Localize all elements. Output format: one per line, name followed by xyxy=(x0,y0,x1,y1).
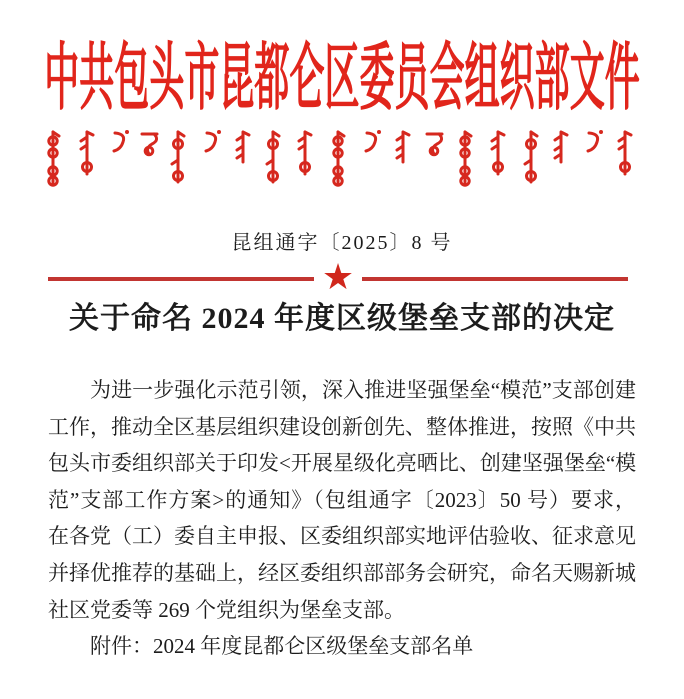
mongolian-script-icon xyxy=(47,130,637,190)
divider-rule-left xyxy=(48,277,314,281)
body-line: 工作，推动全区基层组织建设创新创先、整体推进，按照《中共 xyxy=(48,414,636,439)
document-body xyxy=(48,372,636,665)
body-line: 并择优推荐的基础上，经区委组织部部务会研究，命名天赐新城 xyxy=(48,560,636,585)
attachment-line: 附件：2024 年度昆都仑区级堡垒支部名单 xyxy=(90,634,474,659)
document-number: 昆组通字〔2025〕8 号 xyxy=(231,232,453,254)
body-line: 为进一步强化示范引领，深入推进坚强堡垒“模范”支部创建 xyxy=(90,378,636,402)
document-masthead xyxy=(0,36,684,122)
body-line: 社区党委等 269 个党组织为堡垒支部。 xyxy=(48,597,405,622)
divider-rule-right xyxy=(362,277,628,281)
red-divider xyxy=(48,257,628,298)
body-line: 包头市委组织部关于印发<开展星级化亮晒比、创建坚强堡垒“模 xyxy=(48,451,637,476)
star-icon: ★ xyxy=(321,257,355,298)
body-line: 在各党（工）委自主申报、区委组织部实地评估验收、征求意见 xyxy=(48,524,636,549)
document-title: 关于命名 2024 年度区级堡垒支部的决定 xyxy=(69,302,615,335)
masthead-title: 中共包头市昆都仑区委员会组织部文件 xyxy=(44,38,640,120)
body-line: 范”支部工作方案>的通知》（包组通字〔2023〕50 号）要求， xyxy=(48,487,636,512)
mongolian-script-band xyxy=(47,130,637,190)
